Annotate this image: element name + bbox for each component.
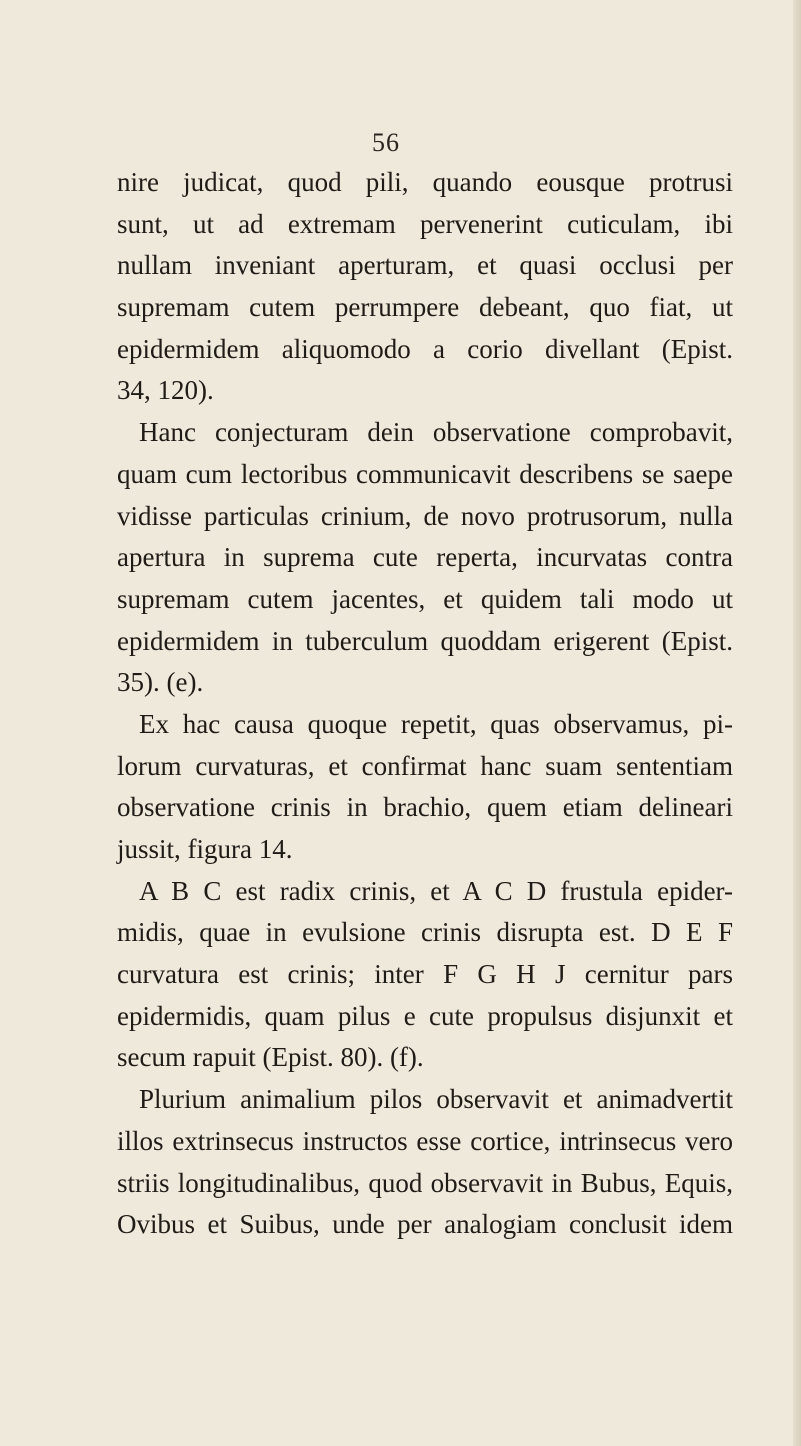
text-line: Ovibus et Suibus, unde per analogiam conclusit idem: [117, 1209, 733, 1240]
text-line: sunt, ut ad extremam pervenerint cuticulam, ibi: [117, 208, 733, 239]
text-line: curvatura est crinis; inter F G H J cernitur pars: [117, 959, 733, 990]
text-line: secum rapuit (Epist. 80). (f).: [117, 1042, 424, 1073]
text-line: striis longitudinalibus, quod observavit in Bubus, Equis,: [117, 1167, 733, 1198]
text-line: lorum curvaturas, et confirmat hanc suam sententiam: [117, 750, 733, 781]
paragraph-start: Hanc conjecturam dein observatione comprobavit,: [139, 417, 733, 448]
text-line: quam cum lectoribus communicavit describens se saepe: [117, 458, 733, 489]
page-edge-shadow: [793, 0, 801, 1446]
text-line: supremam cutem perrumpere debeant, quo fiat, ut: [117, 292, 733, 323]
body-text: [117, 162, 733, 1246]
text-line: midis, quae in evulsione crinis disrupta est. D E F: [117, 917, 733, 948]
text-line: observatione crinis in brachio, quem etiam delineari: [117, 792, 733, 823]
text-line: epidermidis, quam pilus e cute propulsus disjunxit et: [117, 1000, 733, 1031]
text-line: supremam cutem jacentes, et quidem tali modo ut: [117, 583, 733, 614]
text-line: nire judicat, quod pili, quando eousque protrusi: [117, 167, 733, 197]
text-line: epidermidem in tuberculum quoddam erigerent (Epist.: [117, 625, 733, 656]
text-line: illos extrinsecus instructos esse cortice, intrinsecus vero: [117, 1125, 733, 1156]
text-line: 34, 120).: [117, 375, 214, 406]
text-line: epidermidem aliquomodo a corio divellant (Epist.: [117, 333, 733, 364]
text-line: 35). (e).: [117, 667, 204, 698]
paragraph-start: A B C est radix crinis, et A C D frustula epider-: [139, 875, 733, 906]
paragraph-start: Plurium animalium pilos observavit et animadvertit: [139, 1084, 733, 1115]
text-line: vidisse particulas crinium, de novo protrusorum, nulla: [117, 500, 733, 531]
text-line: jussit, figura 14.: [117, 834, 293, 864]
text-line: nullam inveniant aperturam, et quasi occlusi per: [117, 250, 733, 281]
page-number: 56: [372, 128, 400, 157]
paragraph-start: Ex hac causa quoque repetit, quas observamus, pi-: [139, 708, 733, 739]
text-line: apertura in suprema cute reperta, incurvatas contra: [117, 542, 733, 573]
